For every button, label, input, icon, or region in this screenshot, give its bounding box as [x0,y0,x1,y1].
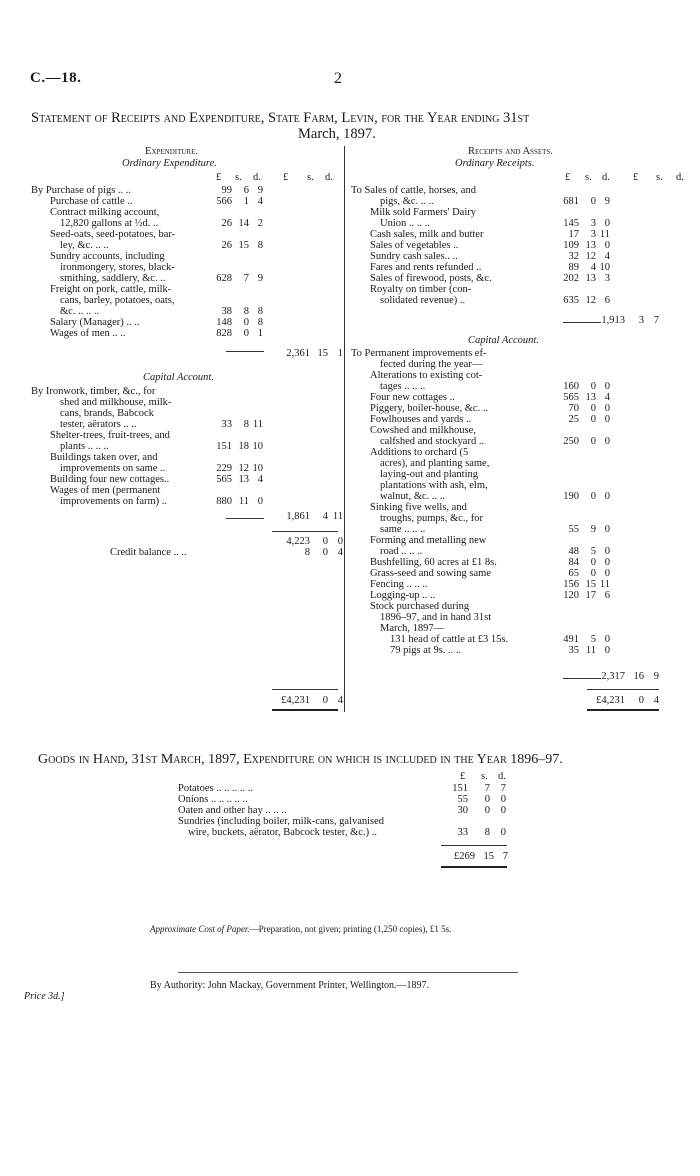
col-pence: d. [253,172,261,183]
item-label: Purchase of cattle .. [50,196,133,207]
item-label: shed and milkhouse, milk- [60,397,172,408]
stock-text: March, 1897— [380,623,445,634]
item-label: Cowshed and milkhouse, [370,425,476,436]
amount-shillings: 1 [243,196,249,207]
amount-pounds: 151 [452,783,468,794]
amount-shillings: 0 [590,196,596,207]
amount-pounds: 65 [568,568,579,579]
amount-pence: 4 [257,474,263,485]
amount-pounds: 566 [216,196,232,207]
col-shillings: s. [656,172,663,183]
amount-pence: 10 [252,463,263,474]
amount-pounds: 89 [568,262,579,273]
amount-shillings: 17 [585,590,596,601]
subtotal-rule [226,351,264,352]
amount-pence: 10 [252,441,263,452]
item-label: Shelter-trees, fruit-trees, and [50,430,170,441]
amount-shillings: 0 [590,414,596,425]
amount-shillings: 8 [243,419,249,430]
double-rule [272,709,338,711]
stock-text: 1896–97, and in hand 31st [380,612,492,623]
item-label: troughs, pumps, &c., for [380,513,483,524]
item-label: Sinking five wells, and [370,502,467,513]
col-pounds: £ [460,771,466,782]
ordinary-expenditure-heading: Ordinary Expenditure. [122,158,217,169]
double-rule [587,709,659,711]
item-label: Freight on pork, cattle, milk- [50,284,172,295]
item-label: acres), and planting same, [380,458,490,469]
page-number: 2 [334,70,342,87]
col-pounds: £ [633,172,639,183]
item-label: smithing, saddlery, &c. .. [60,273,166,284]
expenditure-heading: Expenditure. [145,146,198,157]
amount-pence: 0 [604,414,610,425]
item-label: Contract milking account, [50,207,160,218]
amount-shillings: 0 [590,557,596,568]
amount-shillings: 0 [484,794,490,805]
amount-shillings: 13 [585,240,596,251]
amount-pence: 0 [604,491,610,502]
goods-total-rule [441,845,507,846]
item-label: Forming and metalling new [370,535,487,546]
amount-pounds: 33 [457,827,468,838]
item-label: By Purchase of pigs .. .. [31,185,132,196]
item-label: plantations with ash, elm, [380,480,488,491]
amount-shillings: 3 [590,218,596,229]
item-label: Potatoes .. .. .. .. .. [178,783,253,794]
item-label: laying-out and planting [380,469,478,480]
item-label: road .. .. .. [380,546,423,557]
amount-pounds: 565 [563,392,579,403]
item-label: cans, barley, potatoes, oats, [60,295,175,306]
item-label: Piggery, boiler-house, &c. .. [370,403,489,414]
receipts-heading: Receipts and Assets. [468,146,553,157]
amount-shillings: 8 [243,306,249,317]
amount-shillings: 3 [590,229,596,240]
amount-pence: 0 [604,240,610,251]
grand-total-rule [587,689,659,690]
amount-pence: 8 [257,306,263,317]
amount-pence: 9 [257,185,263,196]
amount-pounds: 635 [563,295,579,306]
amount-shillings: 6 [243,185,249,196]
item-label: plants .. .. .. [60,441,109,452]
col-pounds: £ [283,172,289,183]
amount-shillings: 15 [585,579,596,590]
amount-pounds: 17 [568,229,579,240]
item-label: 131 head of cattle at £3 15s. [390,634,509,645]
item-label: Building four new cottages.. [50,474,170,485]
amount-pence: 2 [257,218,263,229]
amount-pence: 4 [257,196,263,207]
amount-pounds: 880 [216,496,232,507]
item-label: Royalty on timber (con- [370,284,472,295]
amount-shillings: 7 [484,783,490,794]
item-label: Fares and rents refunded .. [370,262,482,273]
ordinary-receipts-heading: Ordinary Receipts. [455,158,535,169]
item-label: solidated revenue) .. [380,295,466,306]
printer-authority: By Authority: John Mackay, Government Printer, Wellington.—1897. [150,980,430,991]
item-label: same .. .. .. [380,524,426,535]
amount-pence: 0 [500,827,506,838]
credit-balance-label: Credit balance .. .. [110,547,187,558]
goods-in-hand-title: Goods in Hand, 31st March, 1897, Expenditure on which is included in the Year 1896–97. [38,752,563,767]
amount-pence: 9 [604,196,610,207]
item-label: Oaten and other hay .. .. .. [178,805,287,816]
amount-pence: 8 [257,240,263,251]
amount-pence: 0 [500,805,506,816]
amount-pounds: 109 [563,240,579,251]
amount-shillings: 11 [585,645,596,656]
amount-pence: 0 [604,634,610,645]
amount-shillings: 12 [238,463,249,474]
amount-pounds: 38 [221,306,232,317]
col-shillings: s. [481,771,488,782]
item-label: Wages of men (permanent [50,485,161,496]
col-pounds: £ [216,172,222,183]
item-label: Sundry accounts, including [50,251,165,262]
item-label: Cash sales, milk and butter [370,229,484,240]
amount-shillings: 12 [585,251,596,262]
capital-account-heading: Capital Account. [143,372,214,383]
item-label: tages .. .. .. [380,381,426,392]
item-label: 12,820 gallons at ½d. .. [60,218,159,229]
paper-cost-label: Approximate Cost of Paper. [150,924,250,934]
price: Price 3d.] [24,991,65,1002]
goods-column-headers [0,771,700,782]
amount-pounds: 190 [563,491,579,502]
amount-pence: 1 [257,328,263,339]
item-label: Logging-up .. .. [370,590,436,601]
amount-shillings: 15 [238,240,249,251]
item-label: Seed-oats, seed-potatoes, bar- [50,229,176,240]
amount-shillings: 0 [590,403,596,414]
item-label: Buildings taken over, and [50,452,158,463]
col-pence: d. [602,172,610,183]
amount-shillings: 9 [590,524,596,535]
capital-intro-text: fected during the year— [380,359,483,370]
amount-pounds: 681 [563,196,579,207]
item-label: By Ironwork, timber, &c., for [31,386,156,397]
amount-shillings: 0 [590,381,596,392]
item-label: Sales of vegetables .. [370,240,459,251]
amount-pence: 0 [257,496,263,507]
item-label: Sundry cash sales.. .. [370,251,458,262]
amount-pounds: 26 [221,240,232,251]
amount-shillings: 12 [585,295,596,306]
amount-pence: 0 [604,436,610,447]
amount-pounds: 26 [221,218,232,229]
stock-text: Stock purchased during [370,601,470,612]
item-label: Sales of firewood, posts, &c. [370,273,492,284]
amount-pounds: 151 [216,441,232,452]
amount-pence: 0 [604,524,610,535]
item-label: ley, &c. .. .. [60,240,109,251]
amount-pence: 0 [604,218,610,229]
amount-pounds: 33 [221,419,232,430]
amount-pounds: 160 [563,381,579,392]
item-label: Additions to orchard (5 [370,447,469,458]
amount-shillings: 11 [238,496,249,507]
amount-pence: 10 [599,262,610,273]
amount-pounds: 25 [568,414,579,425]
amount-pounds: 628 [216,273,232,284]
page-reference: C.—18. [30,70,82,86]
footer-rule [178,972,518,973]
capital-intro-text: To Permanent improvements ef- [351,348,487,359]
item-label: To Sales of cattle, horses, and [351,185,476,196]
col-shillings: s. [307,172,314,183]
item-label: 79 pigs at 9s. .. .. [390,645,462,656]
col-shillings: s. [585,172,592,183]
amount-pence: 11 [599,229,610,240]
amount-pence: 6 [604,590,610,601]
item-label: Alterations to existing cot- [370,370,483,381]
item-label: tester, aërators .. .. [60,419,137,430]
sum-rule [272,531,338,532]
amount-pounds: 202 [563,273,579,284]
item-label: ironmongery, stores, black- [60,262,175,273]
amount-shillings: 18 [238,441,249,452]
amount-pounds: 30 [457,805,468,816]
amount-shillings: 13 [585,392,596,403]
amount-pence: 6 [604,295,610,306]
item-label: Fowlhouses and yards .. [370,414,472,425]
amount-pounds: 565 [216,474,232,485]
amount-pence: 0 [604,557,610,568]
amount-pence: 0 [604,546,610,557]
amount-pounds: 35 [568,645,579,656]
item-label: cans, brands, Babcock [60,408,154,419]
amount-pence: 11 [252,419,263,430]
amount-pence: 8 [257,317,263,328]
amount-shillings: 14 [238,218,249,229]
item-label: Grass-seed and sowing same [370,568,492,579]
amount-pounds: 70 [568,403,579,414]
subtotal-rule [226,518,264,519]
paper-cost-note [150,924,451,935]
amount-shillings: 13 [585,273,596,284]
item-label: Onions .. .. .. .. .. [178,794,248,805]
item-label: Sundries (including boiler, milk-cans, galvanised [178,816,385,827]
amount-shillings: 8 [484,827,490,838]
item-label: Wages of men .. .. [50,328,126,339]
amount-pounds: 491 [563,634,579,645]
item-label: pigs, &c. .. .. [380,196,434,207]
amount-pounds: 148 [216,317,232,328]
amount-pounds: 145 [563,218,579,229]
capital-account-heading: Capital Account. [468,335,539,346]
amount-pence: 11 [599,579,610,590]
statement-title: Statement of Receipts and Expenditure, State Farm, Levin, for the Year ending 31st [31,110,530,126]
amount-pounds: 99 [221,185,232,196]
item-label: improvements on farm) .. [60,496,168,507]
amount-pounds: 156 [563,579,579,590]
amount-pounds: 84 [568,557,579,568]
paper-cost-text: —Preparation, not given; printing (1,250 copies), £1 5s. [249,924,452,934]
col-pence: d. [676,172,684,183]
col-pence: d. [325,172,333,183]
amount-shillings: 0 [590,568,596,579]
column-divider [344,146,345,712]
amount-pounds: 120 [563,590,579,601]
amount-pounds: 229 [216,463,232,474]
receipts-column-headers [0,172,700,183]
amount-shillings: 5 [590,634,596,645]
amount-pounds: 48 [568,546,579,557]
item-label: &c. .. .. .. [60,306,100,317]
item-label: Salary (Manager) .. .. [50,317,140,328]
amount-pence: 0 [604,381,610,392]
statement-title-continued: March, 1897. [298,126,376,142]
item-label: Fencing .. .. .. [370,579,428,590]
amount-shillings: 7 [243,273,249,284]
col-shillings: s. [235,172,242,183]
amount-shillings: 4 [590,262,596,273]
amount-shillings: 0 [243,317,249,328]
amount-pence: 3 [604,273,610,284]
col-pounds: £ [565,172,571,183]
amount-shillings: 5 [590,546,596,557]
amount-pounds: 55 [568,524,579,535]
amount-pounds: 55 [457,794,468,805]
amount-pence: 7 [500,783,506,794]
amount-shillings: 0 [484,805,490,816]
grand-total-rule [272,689,338,690]
item-label: Four new cottages .. [370,392,455,403]
item-label: calfshed and stockyard .. [380,436,485,447]
amount-pence: 0 [604,645,610,656]
amount-shillings: 0 [590,491,596,502]
amount-pence: 9 [257,273,263,284]
double-rule [441,866,507,868]
amount-pounds: 828 [216,328,232,339]
amount-shillings: 13 [238,474,249,485]
amount-pence: 4 [604,251,610,262]
item-label: walnut, &c. .. .. [380,491,446,502]
amount-pounds: 250 [563,436,579,447]
amount-shillings: 0 [243,328,249,339]
amount-shillings: 0 [590,436,596,447]
item-label: improvements on same .. [60,463,166,474]
amount-pounds: 32 [568,251,579,262]
amount-pence: 0 [604,568,610,579]
item-label: Union .. .. .. [380,218,430,229]
item-label: wire, buckets, aërator, Babcock tester, &c.) .. [188,827,377,838]
amount-pence: 0 [604,403,610,414]
item-label: Milk sold Farmers' Dairy [370,207,477,218]
amount-pence: 4 [604,392,610,403]
col-pence: d. [498,771,506,782]
item-label: Bushfelling, 60 acres at £1 8s. [370,557,497,568]
amount-pence: 0 [500,794,506,805]
